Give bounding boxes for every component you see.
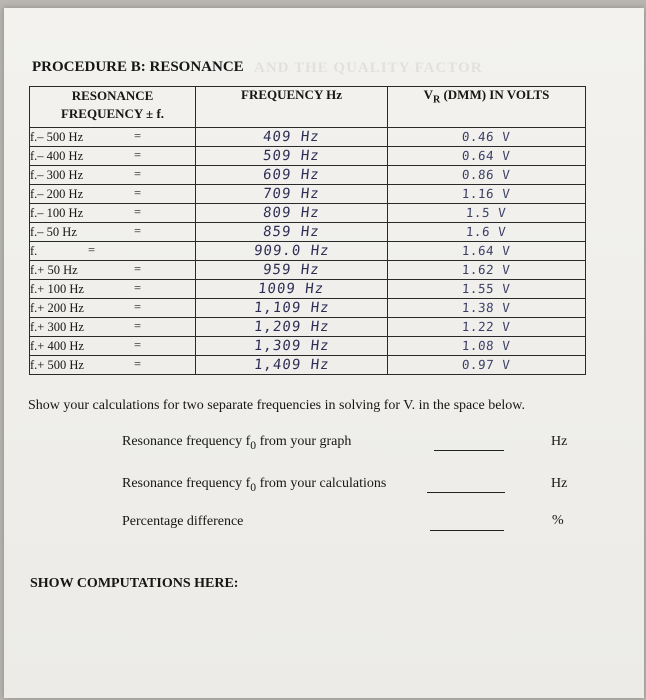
row-label-cell: [30, 166, 196, 185]
frequency-cell: [196, 204, 388, 223]
bleed-through-text: AND THE QUALITY FACTOR: [254, 60, 483, 76]
vr-cell: [388, 223, 586, 242]
row-label: f.– 200 Hz: [30, 186, 84, 201]
frequency-value: 509 Hz: [262, 147, 321, 164]
row-label: f.– 50 Hz: [30, 224, 77, 239]
field-label-main: Resonance frequency f: [122, 476, 251, 491]
equals-sign: =: [134, 167, 142, 181]
row-label-cell: [30, 280, 196, 299]
row-label-cell: [30, 318, 196, 337]
vr-cell: [388, 299, 586, 318]
calc-resonance-blank[interactable]: [427, 492, 505, 493]
frequency-value: 909.0 Hz: [252, 242, 331, 259]
frequency-cell: [196, 356, 388, 375]
table-row: [30, 242, 586, 261]
frequency-value: 959 Hz: [262, 261, 321, 278]
equals-sign: =: [134, 281, 142, 295]
row-label-cell: [30, 204, 196, 223]
header-vr-suffix: (DMM) IN VOLTS: [440, 87, 550, 102]
vr-value: 0.86 V: [461, 167, 512, 182]
show-computations-heading: SHOW COMPUTATIONS HERE:: [30, 576, 239, 591]
row-label: f.+ 300 Hz: [30, 319, 84, 334]
row-label: f.+ 100 Hz: [30, 281, 84, 296]
row-label-cell: [30, 185, 196, 204]
table-row: [30, 147, 586, 166]
row-label: f.– 100 Hz: [30, 205, 84, 220]
vr-cell: [388, 166, 586, 185]
calculation-instruction: Show your calculations for two separate frequencies in solving for V. in the space below.: [28, 398, 525, 413]
table-row: [30, 337, 586, 356]
frequency-cell: [196, 223, 388, 242]
vr-cell: [388, 356, 586, 375]
frequency-value: 1009 Hz: [257, 280, 326, 297]
table-header-row: [30, 87, 586, 128]
vr-cell: [388, 147, 586, 166]
procedure-title: PROCEDURE B: RESONANCE: [32, 59, 244, 75]
row-label-cell: [30, 356, 196, 375]
calc-resonance-unit: Hz: [551, 476, 568, 491]
header-resonance-line1: RESONANCE: [71, 88, 154, 103]
header-vr-sub: R: [432, 94, 441, 106]
vr-cell: [388, 128, 586, 147]
graph-resonance-unit: Hz: [551, 434, 568, 449]
row-label: f.– 400 Hz: [30, 148, 84, 163]
table-row: [30, 299, 586, 318]
vr-value: 0.46 V: [461, 129, 512, 144]
frequency-cell: [196, 128, 388, 147]
equals-sign: =: [134, 129, 142, 143]
frequency-value: 1,109 Hz: [252, 299, 331, 316]
vr-cell: [388, 242, 586, 261]
vr-cell: [388, 280, 586, 299]
field-label-main: Percentage difference: [122, 514, 244, 529]
equals-sign: =: [134, 186, 142, 200]
vr-value: 1.62 V: [461, 262, 512, 277]
worksheet-page: [4, 8, 644, 698]
table-row: [30, 204, 586, 223]
table-row: [30, 356, 586, 375]
percentage-difference-label: [122, 514, 243, 530]
percentage-unit: %: [552, 513, 564, 528]
frequency-cell: [196, 185, 388, 204]
equals-sign: =: [134, 338, 142, 352]
frequency-cell: [196, 337, 388, 356]
equals-sign: =: [88, 243, 96, 257]
row-label: f.+ 200 Hz: [30, 300, 84, 315]
table-row: [30, 223, 586, 242]
row-label: f.: [30, 243, 38, 258]
header-resonance-line2: FREQUENCY ± f.: [60, 106, 165, 121]
row-label-cell: [30, 261, 196, 280]
vr-value: 0.97 V: [461, 357, 512, 372]
table-row: [30, 261, 586, 280]
table-row: [30, 166, 586, 185]
field-label-main: Resonance frequency f: [122, 434, 251, 449]
vr-value: 1.38 V: [461, 300, 512, 315]
field-label-tail: from your calculations: [256, 476, 387, 491]
row-label-cell: [30, 147, 196, 166]
frequency-value: 1,209 Hz: [252, 318, 331, 335]
equals-sign: =: [134, 262, 142, 276]
frequency-cell: [196, 261, 388, 280]
vr-value: 1.5 V: [465, 205, 508, 220]
row-label-cell: [30, 223, 196, 242]
vr-cell: [388, 318, 586, 337]
field-label-tail: from your graph: [256, 434, 352, 449]
graph-resonance-label: [122, 434, 351, 452]
equals-sign: =: [134, 300, 142, 314]
equals-sign: =: [134, 319, 142, 333]
vr-value: 1.22 V: [461, 319, 512, 334]
vr-cell: [388, 185, 586, 204]
frequency-value: 1,409 Hz: [252, 356, 331, 373]
equals-sign: =: [134, 148, 142, 162]
vr-value: 0.64 V: [461, 148, 512, 163]
graph-resonance-blank[interactable]: [434, 450, 504, 451]
frequency-cell: [196, 147, 388, 166]
vr-cell: [388, 261, 586, 280]
row-label-cell: [30, 242, 196, 261]
frequency-value: 709 Hz: [262, 185, 321, 202]
equals-sign: =: [134, 205, 142, 219]
header-vr: [388, 87, 586, 128]
vr-value: 1.16 V: [461, 186, 512, 201]
row-label-cell: [30, 299, 196, 318]
header-frequency: FREQUENCY Hz: [196, 87, 388, 128]
table-row: [30, 318, 586, 337]
vr-cell: [388, 204, 586, 223]
frequency-cell: [196, 166, 388, 185]
frequency-value: 609 Hz: [262, 166, 321, 183]
frequency-value: 859 Hz: [262, 223, 321, 240]
frequency-cell: [196, 299, 388, 318]
row-label: f.+ 400 Hz: [30, 338, 84, 353]
equals-sign: =: [134, 224, 142, 238]
vr-cell: [388, 337, 586, 356]
calc-resonance-label: [122, 476, 386, 494]
frequency-cell: [196, 318, 388, 337]
equals-sign: =: [134, 357, 142, 371]
vr-value: 1.08 V: [461, 338, 512, 353]
frequency-value: 409 Hz: [262, 128, 321, 145]
frequency-value: 809 Hz: [262, 204, 321, 221]
frequency-cell: [196, 280, 388, 299]
vr-value: 1.6 V: [465, 224, 508, 239]
header-vr-prefix: V: [423, 87, 433, 102]
vr-value: 1.64 V: [461, 243, 512, 258]
frequency-value: 1,309 Hz: [252, 337, 331, 354]
table-row: [30, 280, 586, 299]
field-label-sub: 0: [250, 438, 257, 452]
row-label: f.– 300 Hz: [30, 167, 84, 182]
vr-value: 1.55 V: [461, 281, 512, 296]
row-label-cell: [30, 337, 196, 356]
field-label-sub: 0: [250, 480, 257, 494]
row-label: f.+ 500 Hz: [30, 357, 84, 372]
row-label: f.+ 50 Hz: [30, 262, 78, 277]
row-label: f.– 500 Hz: [30, 129, 84, 144]
resonance-table: [29, 86, 586, 375]
percentage-difference-blank[interactable]: [430, 530, 504, 531]
row-label-cell: [30, 128, 196, 147]
frequency-cell: [196, 242, 388, 261]
table-row: [30, 185, 586, 204]
header-resonance-frequency: [30, 87, 196, 128]
table-row: [30, 128, 586, 147]
